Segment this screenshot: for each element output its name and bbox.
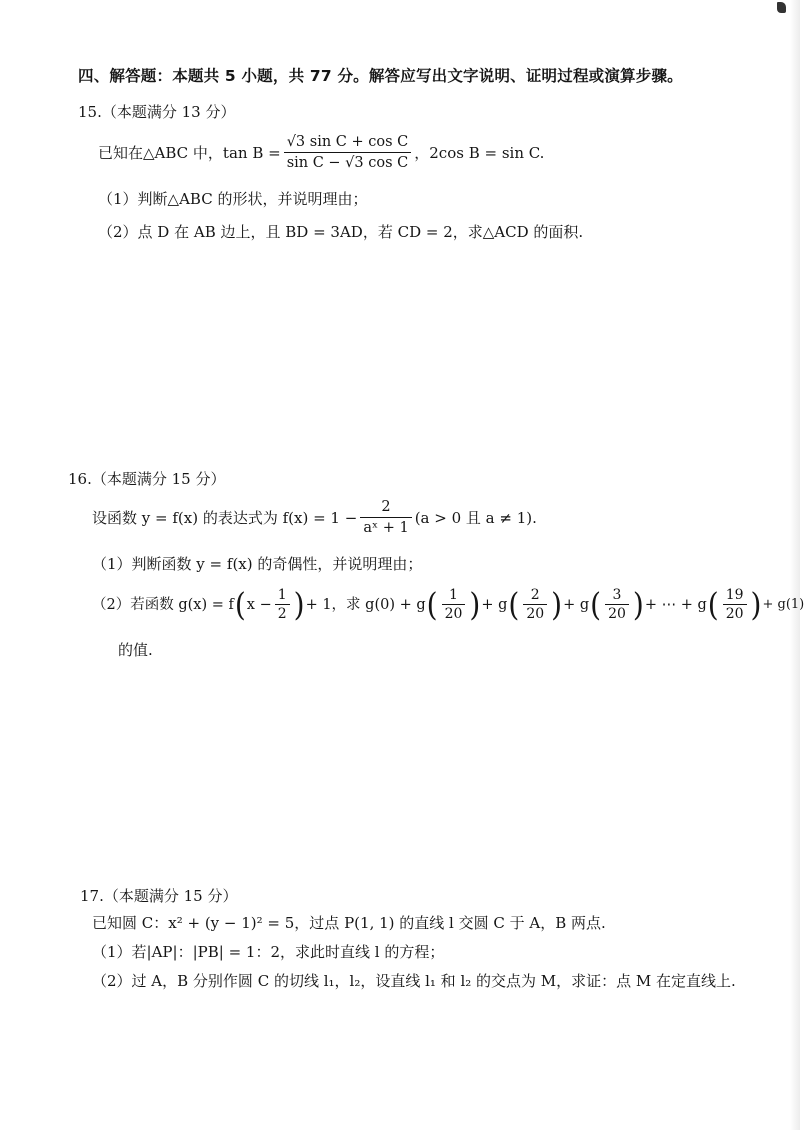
paren-open: ( (707, 584, 719, 623)
q17-part2: （2）过 A，B 分别作圆 C 的切线 l₁，l₂，设直线 l₁ 和 l₂ 的交点为 M，求证：点 M 在定直线上. (92, 972, 736, 990)
q16-fraction-numerator: 2 (381, 499, 391, 515)
q15-stem-prefix: 已知在△ABC 中，tan B = (98, 143, 281, 162)
page-edge-shadow (790, 0, 800, 1130)
q15-fraction (284, 132, 412, 173)
term1-num: 1 (449, 587, 458, 603)
term2-num: 2 (530, 587, 540, 603)
q16-stem-prefix: 设函数 y = f(x) 的表达式为 f(x) = 1 − (92, 508, 358, 527)
term19-num: 19 (725, 587, 744, 603)
section-header: 四、解答题：本题共 5 小题，共 77 分。解答应写出文字说明、证明过程或演算步骤。 (78, 67, 683, 85)
q16-heading: 16.（本题满分 15 分） (68, 470, 226, 488)
paren-open: ( (234, 584, 246, 623)
q17-stem: 已知圆 C：x² + (y − 1)² = 5，过点 P(1, 1) 的直线 l 交圆 C 于 A，B 两点. (92, 914, 606, 932)
paren-open: ( (426, 584, 438, 623)
paren-close: ) (551, 584, 563, 623)
term3-num: 3 (612, 587, 622, 603)
paren-open: ( (508, 584, 520, 623)
q16-part2-a: （2）若函数 g(x) = f (92, 596, 234, 613)
q16-fraction (360, 497, 411, 538)
term19-den: 20 (723, 604, 747, 623)
term3-den: 20 (605, 604, 629, 623)
term2-den: 20 (523, 604, 547, 623)
q16-part2-end: 的值. (118, 641, 153, 659)
term-19-20 (723, 586, 747, 623)
q16-part1: （1）判断函数 y = f(x) 的奇偶性，并说明理由； (92, 555, 423, 573)
paren-close: ) (293, 584, 305, 623)
q16-inner-prefix: x − (246, 596, 272, 613)
q17-part1: （1）若|AP|：|PB| = 1：2，求此时直线 l 的方程； (92, 943, 445, 961)
paren-close: ) (750, 584, 762, 623)
half-num: 1 (277, 587, 287, 603)
term-1-20 (442, 586, 466, 623)
q15-part2: （2）点 D 在 AB 边上，且 BD = 3AD，若 CD = 2，求△ACD 的面积. (98, 223, 584, 241)
q16-stem-suffix: (a > 0 且 a ≠ 1). (414, 508, 537, 527)
q15-heading: 15.（本题满分 13 分） (78, 103, 236, 121)
q16-part2 (92, 586, 804, 623)
q15-fraction-denominator: sin C − √3 cos C (284, 152, 412, 173)
term-2-20 (523, 586, 547, 623)
paren-close: ) (632, 584, 644, 623)
q15-stem (98, 132, 544, 173)
paren-open: ( (590, 584, 602, 623)
term1-den: 20 (442, 604, 466, 623)
term-3-20 (605, 586, 629, 623)
tail-g1: + g(1) (762, 596, 804, 612)
q15-fraction-numerator: √3 sin C + cos C (286, 134, 409, 150)
half-den: 2 (275, 604, 290, 623)
q16-fraction-denominator: aˣ + 1 (360, 517, 411, 538)
q15-part1: （1）判断△ABC 的形状，并说明理由； (98, 190, 368, 208)
plus-g: + g (563, 596, 590, 613)
q15-stem-suffix: ，2cos B = sin C. (414, 143, 545, 162)
plus-g: + g (481, 596, 508, 613)
q16-part2-b: + 1，求 g(0) + g (305, 596, 426, 613)
ellipsis-g: + ⋯ + g (644, 596, 707, 613)
q16-stem (92, 497, 537, 538)
paren-close: ) (469, 584, 481, 623)
half-fraction (275, 586, 290, 623)
corner-mark (777, 2, 786, 13)
q17-heading: 17.（本题满分 15 分） (80, 887, 238, 905)
